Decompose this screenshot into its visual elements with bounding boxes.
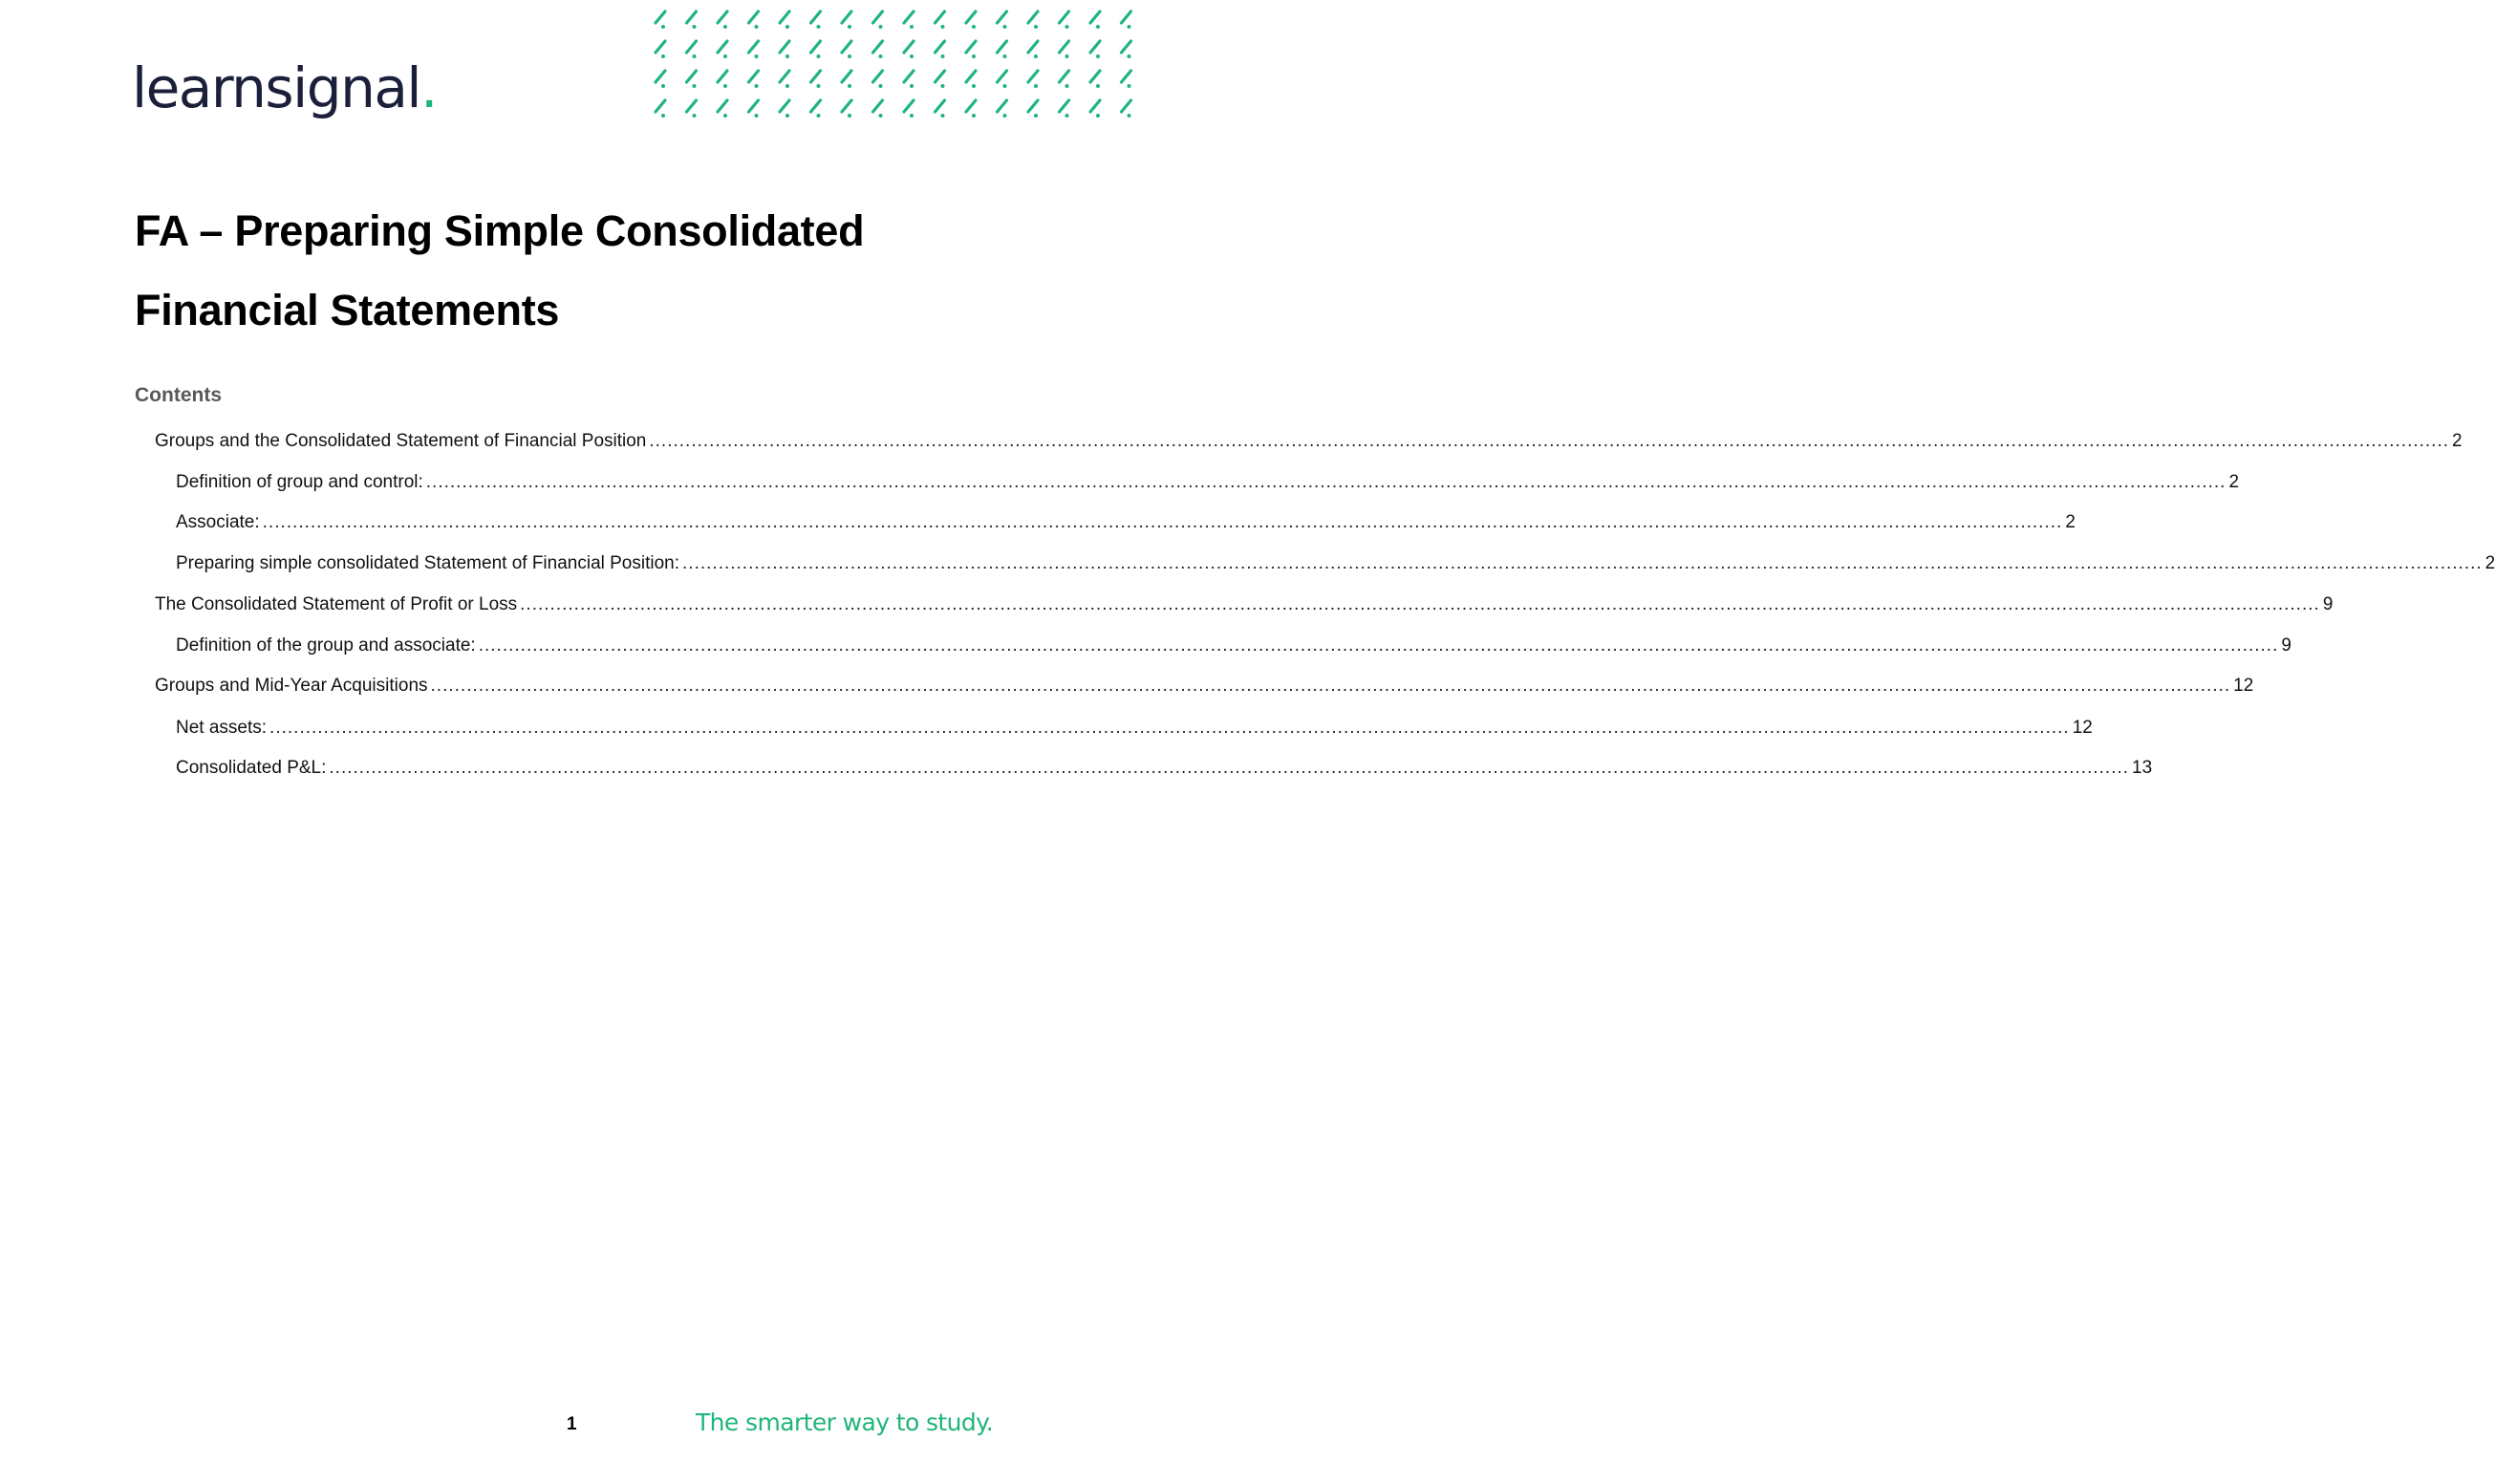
pattern-dot	[941, 114, 945, 118]
pattern-dot	[1034, 84, 1038, 88]
pattern-slash	[873, 71, 883, 82]
pattern-slash	[656, 100, 665, 112]
pattern-slash	[842, 11, 851, 23]
toc-entry-label: Consolidated P&L:	[176, 758, 327, 778]
toc-leader-dots: ............................................................................................................................................................................................................................................................................................................	[649, 431, 2450, 451]
toc-entry[interactable]	[176, 503, 2076, 533]
pattern-slash	[904, 71, 914, 82]
pattern-slash	[687, 11, 697, 23]
pattern-dot	[1128, 54, 1131, 58]
pattern-dot	[1096, 54, 1100, 58]
pattern-dot	[1034, 114, 1038, 118]
pattern-dot	[1128, 114, 1131, 118]
pattern-slash	[718, 100, 727, 112]
logo-text: learnsignal	[132, 55, 420, 120]
pattern-slash	[842, 100, 851, 112]
pattern-slash	[873, 41, 883, 53]
pattern-slash	[966, 71, 976, 82]
pattern-dot	[848, 114, 851, 118]
pattern-slash	[749, 11, 759, 23]
toc-entry-label: The Consolidated Statement of Profit or Loss	[155, 594, 518, 614]
pattern-dot	[910, 54, 914, 58]
pattern-dot	[1096, 114, 1100, 118]
toc-entry-label: Preparing simple consolidated Statement of Financial Position:	[176, 553, 680, 573]
pattern-slash	[656, 41, 665, 53]
pattern-dot	[1065, 114, 1069, 118]
pattern-dot	[972, 84, 976, 88]
pattern-dot	[723, 114, 727, 118]
pattern-slash	[966, 100, 976, 112]
pattern-slash	[873, 100, 883, 112]
toc-entry-label: Groups and Mid-Year Acquisitions	[155, 676, 428, 696]
pattern-slash	[656, 71, 665, 82]
pattern-slash	[1122, 11, 1131, 23]
pattern-slash	[749, 41, 759, 53]
pattern-slash	[1060, 71, 1069, 82]
toc-entry[interactable]	[176, 708, 2093, 739]
pattern-dot	[1128, 84, 1131, 88]
pattern-slash	[780, 11, 789, 23]
pattern-dot	[817, 114, 821, 118]
pattern-dot	[879, 114, 883, 118]
pattern-slash	[1090, 71, 1100, 82]
toc-leader-dots: ............................................................................................................................................................................................................................................................................................................	[329, 758, 2130, 778]
pattern-slash	[656, 11, 665, 23]
pattern-slash	[687, 41, 697, 53]
pattern-dot	[910, 84, 914, 88]
pattern-dot	[755, 25, 759, 29]
pattern-dot	[693, 54, 697, 58]
pattern-slash	[904, 41, 914, 53]
pattern-dot	[817, 54, 821, 58]
pattern-dot	[723, 54, 727, 58]
pattern-slash	[1028, 41, 1038, 53]
pattern-dot	[693, 84, 697, 88]
pattern-slash	[718, 11, 727, 23]
pattern-dot	[848, 54, 851, 58]
pattern-slash	[1060, 41, 1069, 53]
pattern-dot	[785, 114, 789, 118]
pattern-dot	[941, 25, 945, 29]
logo-dot: .	[420, 55, 437, 120]
pattern-dot	[1003, 114, 1007, 118]
pattern-dot	[879, 84, 883, 88]
pattern-slash	[842, 41, 851, 53]
pattern-dot	[972, 25, 976, 29]
pattern-dot	[661, 114, 665, 118]
pattern-slash	[1090, 41, 1100, 53]
pattern-dot	[1003, 25, 1007, 29]
pattern-dot	[1065, 84, 1069, 88]
pattern-slash	[1122, 100, 1131, 112]
pattern-dot	[941, 84, 945, 88]
pattern-dot	[879, 25, 883, 29]
pattern-slash	[904, 11, 914, 23]
learnsignal-logo	[132, 50, 437, 126]
pattern-slash	[873, 11, 883, 23]
pattern-dot	[817, 25, 821, 29]
toc-leader-dots: ............................................................................................................................................................................................................................................................................................................	[520, 594, 2320, 614]
pattern-dot	[661, 54, 665, 58]
pattern-slash	[966, 41, 976, 53]
toc-leader-dots: ............................................................................................................................................................................................................................................................................................................	[269, 718, 2070, 738]
pattern-slash	[811, 11, 821, 23]
pattern-slash	[998, 41, 1007, 53]
slash-dot-pattern-icon	[646, 6, 1143, 130]
toc-leader-dots: ............................................................................................................................................................................................................................................................................................................	[425, 472, 2226, 492]
toc-entry-page: 13	[2132, 758, 2153, 778]
footer-tagline: The smarter way to study.	[696, 1409, 994, 1436]
pattern-slash	[780, 100, 789, 112]
pattern-slash	[1060, 11, 1069, 23]
pattern-slash	[936, 100, 945, 112]
toc-entry-label: Net assets:	[176, 718, 268, 738]
pattern-dot	[1065, 25, 1069, 29]
pattern-dot	[1034, 54, 1038, 58]
pattern-slash	[780, 71, 789, 82]
pattern-dot	[1034, 25, 1038, 29]
toc-entry-page: 2	[2452, 431, 2463, 451]
pattern-dot	[755, 114, 759, 118]
pattern-slash	[936, 41, 945, 53]
pattern-slash	[780, 41, 789, 53]
pattern-slash	[998, 11, 1007, 23]
pattern-dot	[910, 114, 914, 118]
pattern-slash	[811, 41, 821, 53]
toc-leader-dots: ............................................................................................................................................................................................................................................................................................................	[262, 512, 2063, 532]
pattern-slash	[1028, 100, 1038, 112]
pattern-slash	[1028, 11, 1038, 23]
pattern-dot	[848, 25, 851, 29]
pattern-dot	[785, 25, 789, 29]
pattern-slash	[998, 100, 1007, 112]
pattern-dot	[1096, 84, 1100, 88]
pattern-dot	[785, 54, 789, 58]
pattern-slash	[749, 71, 759, 82]
toc-entry[interactable]	[155, 585, 2334, 615]
toc-entry-label: Definition of group and control:	[176, 472, 423, 492]
pattern-dot	[1003, 84, 1007, 88]
toc-leader-dots: ............................................................................................................................................................................................................................................................................................................	[478, 635, 2279, 656]
pattern-dot	[817, 84, 821, 88]
pattern-dot	[848, 84, 851, 88]
pattern-dot	[661, 84, 665, 88]
pattern-slash	[1122, 41, 1131, 53]
pattern-dot	[755, 84, 759, 88]
toc-entry-page: 2	[2228, 472, 2240, 492]
pattern-dot	[755, 54, 759, 58]
toc-entry[interactable]	[176, 748, 2153, 779]
pattern-dot	[1096, 25, 1100, 29]
toc-entry-page: 9	[2322, 594, 2334, 614]
pattern-slash	[1090, 11, 1100, 23]
pattern-slash	[842, 71, 851, 82]
pattern-slash	[687, 71, 697, 82]
pattern-dot	[879, 54, 883, 58]
pattern-slash	[998, 71, 1007, 82]
pattern-dot	[910, 25, 914, 29]
toc-entry[interactable]	[155, 421, 2463, 452]
document-title: FA – Preparing Simple Consolidated Financial Statements	[135, 206, 865, 334]
toc-entry-label: Groups and the Consolidated Statement of Financial Position	[155, 431, 647, 451]
pattern-dot	[972, 54, 976, 58]
toc-entry-label: Associate:	[176, 512, 260, 532]
pattern-slash	[811, 71, 821, 82]
toc-entry-page: 2	[2484, 553, 2495, 573]
pattern-slash	[811, 100, 821, 112]
pattern-slash	[936, 71, 945, 82]
pattern-dot	[693, 114, 697, 118]
pattern-slash	[1028, 71, 1038, 82]
toc-entry[interactable]	[176, 462, 2240, 493]
contents-heading: Contents	[135, 384, 222, 406]
toc-entry-page: 9	[2281, 635, 2291, 656]
pattern-slash	[1122, 71, 1131, 82]
pattern-slash	[687, 100, 697, 112]
toc-entry-page: 2	[2065, 512, 2076, 532]
toc-entry-page: 12	[2072, 718, 2093, 738]
pattern-dot	[1065, 54, 1069, 58]
pattern-slash	[966, 11, 976, 23]
pattern-dot	[972, 114, 976, 118]
pattern-dot	[661, 25, 665, 29]
toc-entry[interactable]	[176, 626, 2291, 656]
pattern-slash	[1060, 100, 1069, 112]
pattern-slash	[936, 11, 945, 23]
pattern-slash	[749, 100, 759, 112]
pattern-dot	[693, 25, 697, 29]
toc-leader-dots: ............................................................................................................................................................................................................................................................................................................	[430, 676, 2231, 696]
toc-entry[interactable]	[155, 666, 2254, 697]
pattern-dot	[941, 54, 945, 58]
page-number: 1	[567, 1414, 577, 1434]
toc-entry[interactable]	[176, 544, 2495, 574]
pattern-dot	[723, 84, 727, 88]
pattern-dot	[1128, 25, 1131, 29]
pattern-slash	[718, 71, 727, 82]
pattern-dot	[785, 84, 789, 88]
pattern-dot	[723, 25, 727, 29]
pattern-slash	[1090, 100, 1100, 112]
toc-leader-dots: ............................................................................................................................................................................................................................................................................................................	[682, 553, 2483, 573]
pattern-slash	[904, 100, 914, 112]
pattern-slash	[718, 41, 727, 53]
toc-entry-page: 12	[2233, 676, 2254, 696]
pattern-dot	[1003, 54, 1007, 58]
toc-entry-label: Definition of the group and associate:	[176, 635, 476, 656]
